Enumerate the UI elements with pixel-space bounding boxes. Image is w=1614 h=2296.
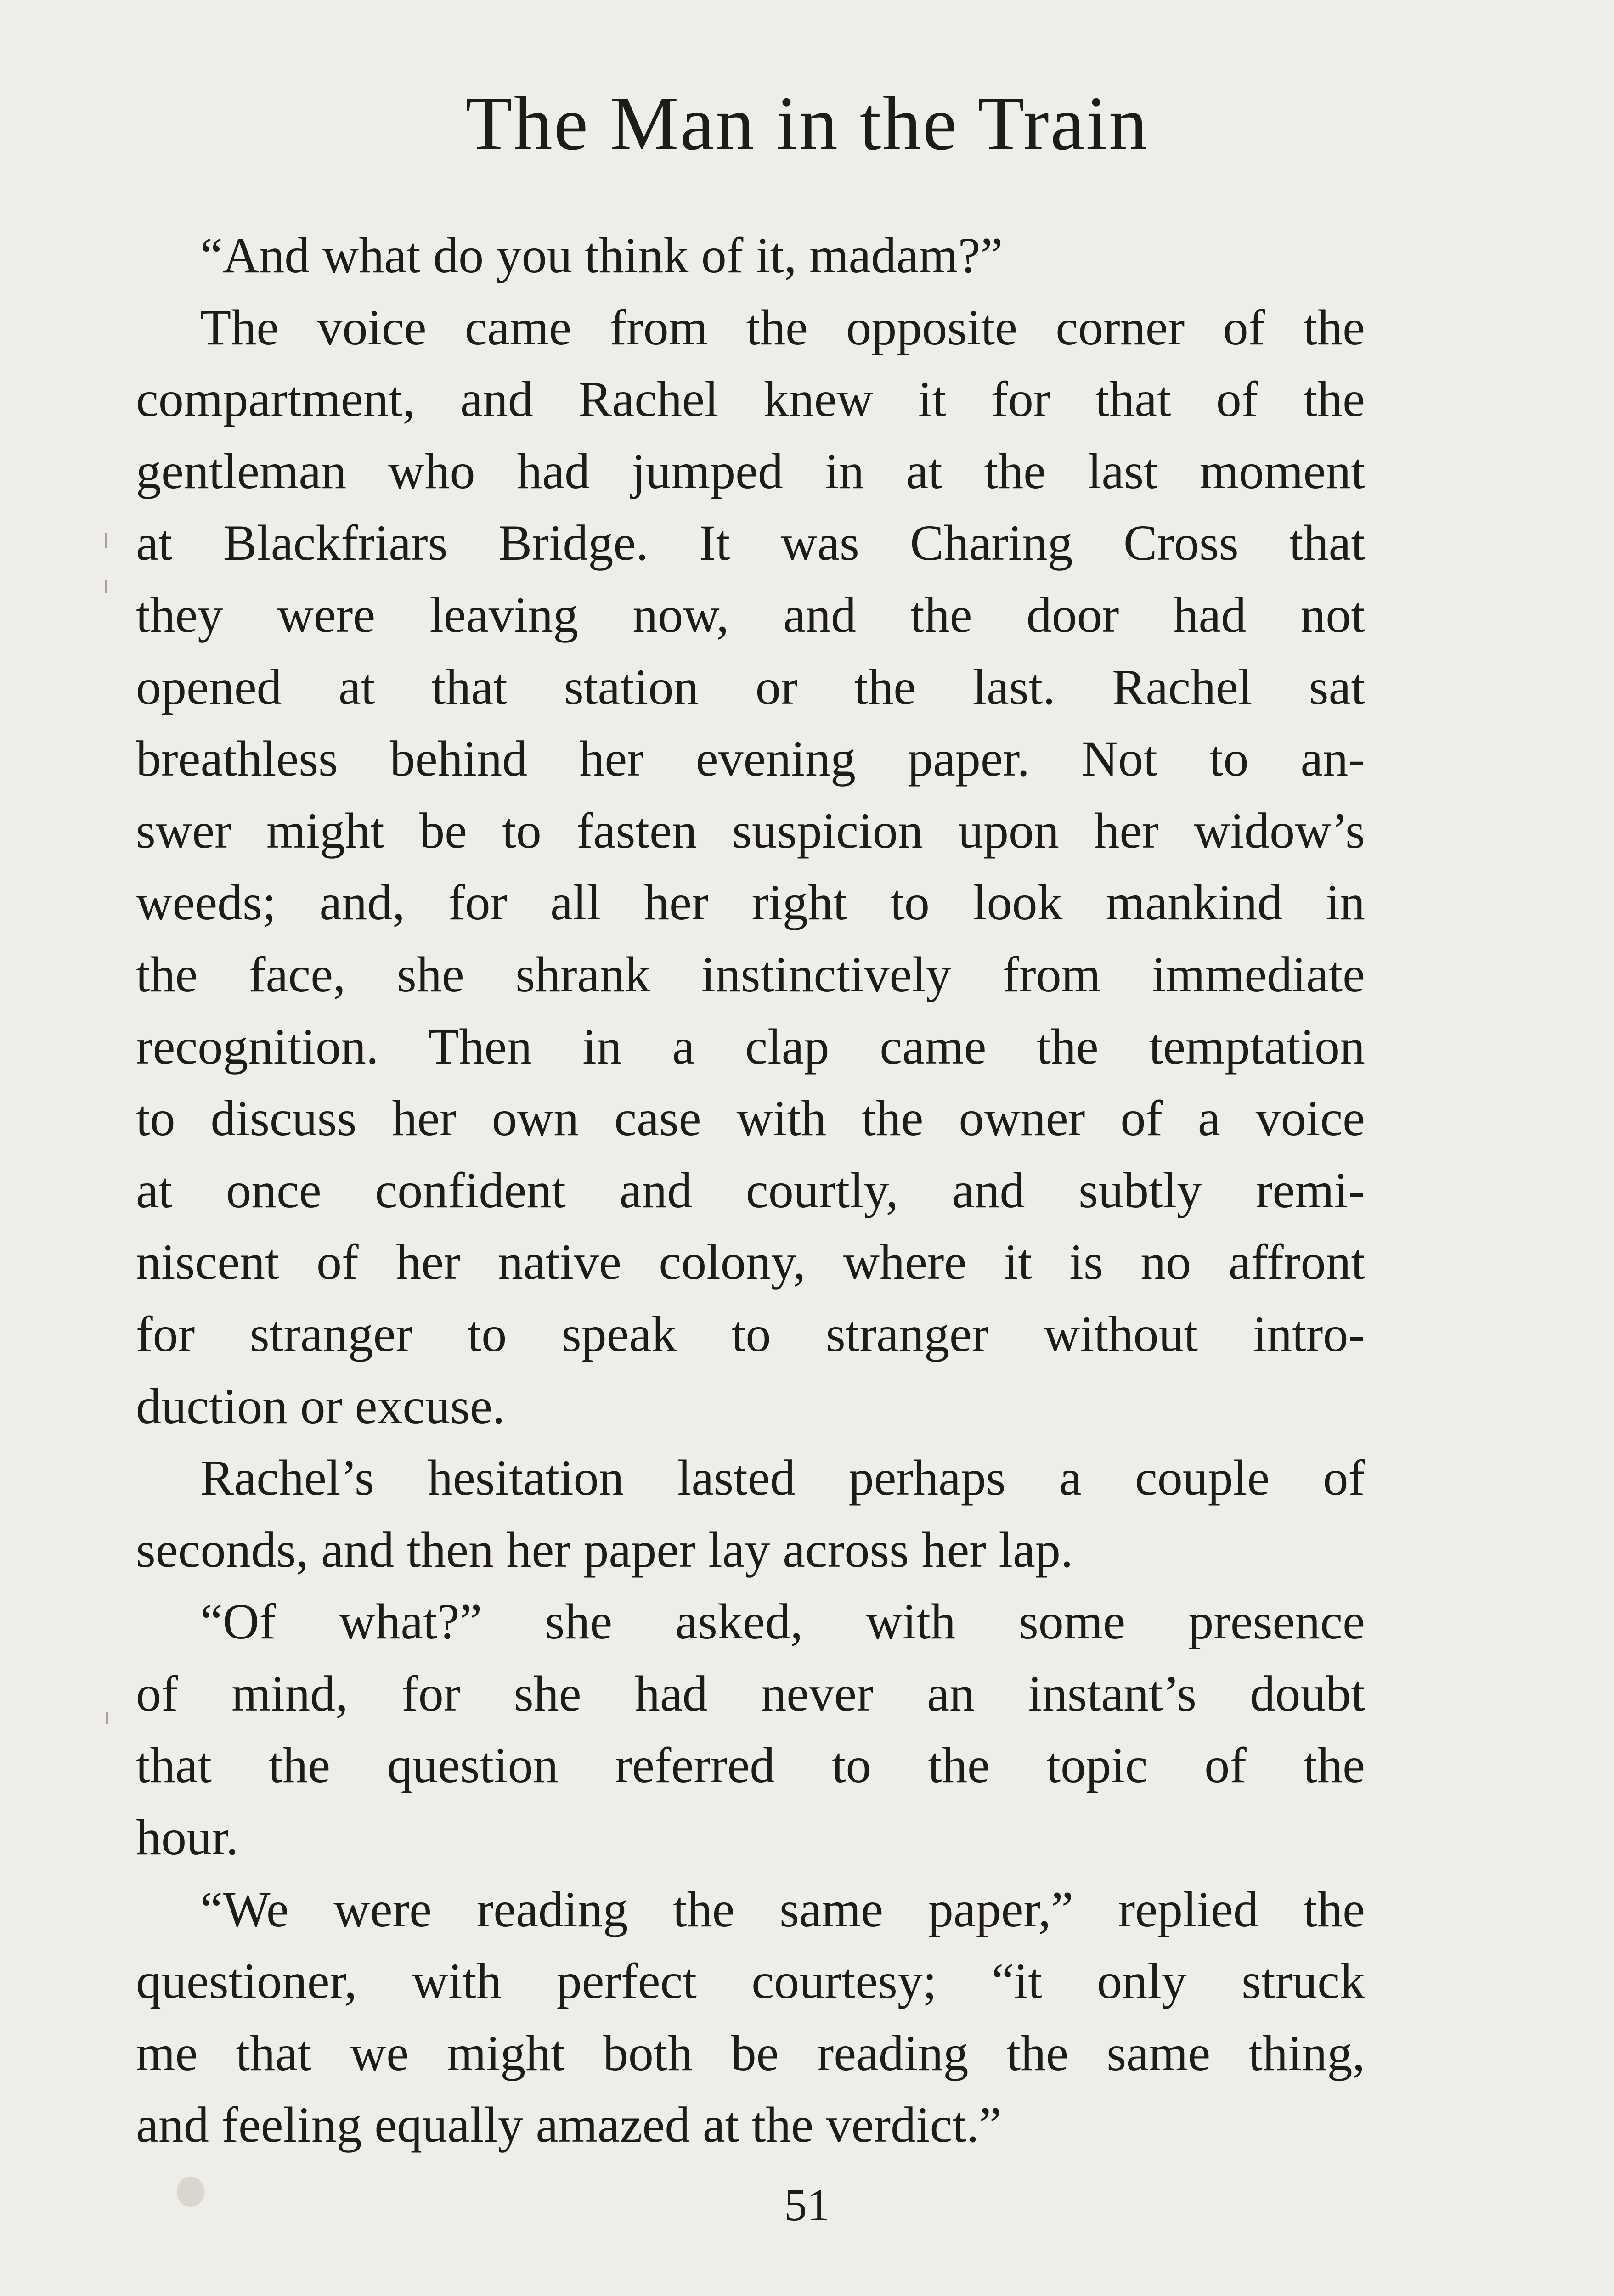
text-line: “We were reading the same paper,” replied the <box>200 1881 1365 1937</box>
text-line: hour. <box>136 1809 239 1866</box>
text-line: seconds, and then her paper lay across her lap. <box>136 1521 1073 1578</box>
text-line: “Of what?” she asked, with some presence <box>200 1593 1365 1650</box>
text-line: niscent of her native colony, where it is no affront <box>136 1234 1365 1290</box>
text-line: swer might be to fasten suspicion upon her widow’s <box>136 802 1365 859</box>
text-line: the face, she shrank instinctively from immediate <box>136 946 1365 1002</box>
text-line: they were leaving now, and the door had not <box>136 586 1365 643</box>
margin-mark <box>105 580 107 593</box>
text-line: me that we might both be reading the same thing, <box>136 2025 1365 2081</box>
text-line: The voice came from the opposite corner of the <box>200 299 1365 355</box>
text-line: gentleman who had jumped in at the last moment <box>136 443 1365 499</box>
paper-speck <box>177 2177 204 2207</box>
margin-mark <box>106 1712 108 1724</box>
text-line: duction or excuse. <box>136 1378 505 1434</box>
text-line: recognition. Then in a clap came the temptation <box>136 1018 1365 1075</box>
text-line: questioner, with perfect courtesy; “it only struck <box>136 1953 1365 2009</box>
text-line: weeds; and, for all her right to look mankind in <box>136 874 1365 931</box>
text-line: and feeling equally amazed at the verdict.” <box>136 2097 1002 2153</box>
text-line: of mind, for she had never an instant’s doubt <box>136 1665 1365 1722</box>
text-line: Rachel’s hesitation lasted perhaps a couple of <box>200 1450 1365 1506</box>
text-line: compartment, and Rachel knew it for that of the <box>136 371 1365 428</box>
body-text <box>136 219 1365 2161</box>
page-number: 51 <box>784 2179 830 2230</box>
page-title: The Man in the Train <box>465 81 1149 166</box>
text-line: breathless behind her evening paper. Not to an- <box>136 731 1365 787</box>
text-line: for stranger to speak to stranger without intro- <box>136 1306 1365 1362</box>
text-line: opened at that station or the last. Rachel sat <box>136 658 1365 715</box>
text-line: at once confident and courtly, and subtly remi- <box>136 1162 1365 1218</box>
margin-mark <box>105 533 107 548</box>
text-line: to discuss her own case with the owner of a voice <box>136 1090 1365 1147</box>
text-line: that the question referred to the topic of the <box>136 1737 1365 1794</box>
text-line: at Blackfriars Bridge. It was Charing Cross that <box>136 515 1365 571</box>
text-line: “And what do you think of it, madam?” <box>200 227 1003 283</box>
